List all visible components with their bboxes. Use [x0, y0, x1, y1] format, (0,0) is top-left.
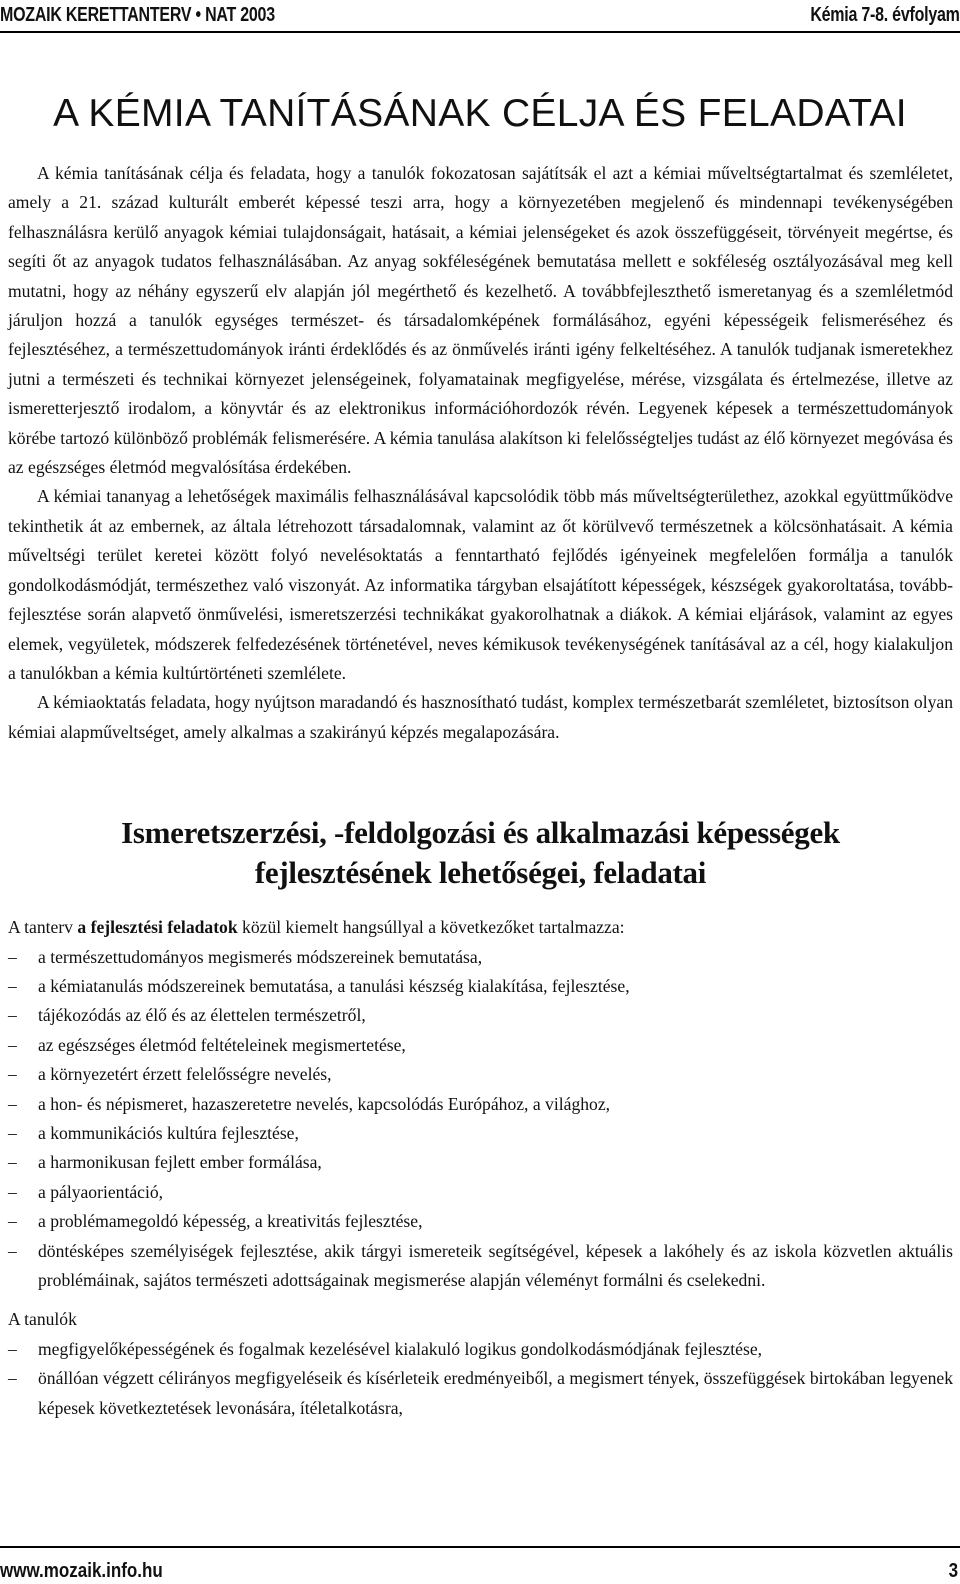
- body-paragraph: A kémia tanításának célja és feladata, hogy a tanulók fokozatosan sajátítsák el azt a kémiai műveltségtartalmat és szemléletet, amely a 21. század kulturált emberét képessé teszi arra, hogy a környezetében megjelenő és mindennapi tevékenységében felhasználásra kerülő anyagok kémiai tulajdonságait, hatásait, a kémiai jelenségeket és azok összefüggéseit, törvényeit megértse, és segíti őt az anyagok tudatos felhasználásában. Az anyag sokféleségének bemutatása mellett e sokféleség osztályozásával meg kell mutatni, hogy az néhány egyszerű elv alapján jól megérthető és kezelhető. A továbbfejleszthető ismeretanyag és a szemléletmód járuljon hozzá a tanulók egységes természet- és társadalomképének formálásához, egyéni képességeik felismeréséhez és fejlesztéséhez, a természettudományok iránti érdeklődés és az önművelés iránti igény felkeltéséhez. A tanulók tudjanak ismeretekhez jutni a természeti és technikai környezet jelenségeinek, folyamatainak megfigyelése, mérése, vizsgálata és értelmezése, illetve az ismeretterjesztő irodalom, a könyvtár és az elektronikus információhordozók révén. Legyenek képesek a természettudományok körébe tartozó különböző problémák felismerésére. A kémia tanulása alakítson ki felelősségteljes tudást az élő környezet megóvása és az egészséges életmód megvalósítása érdekében.: [8, 163, 953, 478]
- list-item: – az egészséges életmód feltételeinek megismertetése,: [38, 1031, 953, 1060]
- list-intro-emphasis: a fejlesztési feladatok: [77, 917, 238, 938]
- body-paragraph: A kémiaoktatás feladata, hogy nyújtson maradandó és hasznosítható tudást, komplex természetbarát szemléletet, biztosítson olyan kémiai alapműveltséget, amely alkalmas a szakirányú képzés megalapozására.: [8, 692, 953, 742]
- list-intro-students: A tanulók: [8, 1309, 77, 1330]
- list-item: – a kémiatanulás módszereinek bemutatása, a tanulási készség kialakítása, fejlesztése,: [38, 972, 953, 1001]
- list-intro: [8, 913, 953, 942]
- list-intro-text: A tanterv: [8, 917, 78, 938]
- list-item: – a természettudományos megismerés módszereinek bemutatása,: [38, 943, 953, 972]
- list-item: – önállóan végzett célirányos megfigyeléseik és kísérleteik eredményeiből, a megismert tények, összefüggések birtokában legyenek képesek következtetések levonására, ítéletalkotásra,: [38, 1364, 953, 1423]
- page-number: 3: [948, 1560, 958, 1582]
- student-skills-list: [8, 1335, 953, 1423]
- list-item: – döntésképes személyiségek fejlesztése, akik tárgyi ismereteik segítségével, képesek a lakóhely és az iskola közvetlen aktuális problémáinak, sajátos természeti adottságainak megismerése alapján véleményt formálni és cselekedni.: [38, 1237, 953, 1296]
- list-item: – a kommunikációs kultúra fejlesztése,: [38, 1119, 953, 1148]
- body-paragraph: A kémiai tananyag a lehetőségek maximális felhasználásával kapcsolódik több más műveltségterülethez, azokkal együttműködve tekinthetik át az embernek, az általa létrehozott társadalomnak, valamint az őt körülvevő természetnek a kölcsönhatásait. A kémia műveltségi terület keretei között folyó nevelésoktatás a fenntartható fejlődés igényeinek megfelelően formálja a tanulók gondolkodásmódját, természethez való viszonyát. Az informatika tárgyban elsajátított képességek, készségek gyakoroltatása, továbbfejlesztése során alapvető önművelési, ismeretszerzési technikákat gyakorolhatnak a diákok. A kémiai eljárások, valamint az egyes elemek, vegyületek, módszerek felfedezésének történetével, neves kémikusok tevékenységének tanításával az a cél, hogy kialakuljon a tanulókban a kémia kultúrtörténeti szemlélete.: [8, 486, 953, 683]
- list-item: – a pályaorientáció,: [38, 1178, 953, 1207]
- list-item: – a problémamegoldó képesség, a kreativitás fejlesztése,: [38, 1207, 953, 1236]
- list-item: – tájékozódás az élő és az élettelen természetről,: [38, 1001, 953, 1030]
- page-header: [0, 0, 960, 34]
- list-item: – a környezetért érzett felelősségre nevelés,: [38, 1060, 953, 1089]
- footer-rule: [0, 1546, 960, 1548]
- document-body: [8, 159, 953, 1423]
- section-heading-line: Ismeretszerzési, -feldolgozási és alkalmazási képességek: [121, 815, 840, 851]
- page-footer: [0, 1546, 960, 1584]
- header-series-title: MOZAIK KERETTANTERV • NAT 2003: [0, 4, 275, 26]
- header-subject-grade: Kémia 7-8. évfolyam: [810, 4, 960, 26]
- list-item: – a hon- és népismeret, hazaszeretetre nevelés, kapcsolódás Európához, a világhoz,: [38, 1090, 953, 1119]
- section-heading-line: fejlesztésének lehetőségei, feladatai: [254, 855, 707, 891]
- development-tasks-list: [8, 943, 953, 1296]
- page-title: A KÉMIA TANÍTÁSÁNAK CÉLJA ÉS FELADATAI: [53, 92, 907, 135]
- list-intro-text: közül kiemelt hangsúllyal a következőket tartalmazza:: [237, 917, 625, 938]
- section-heading: [8, 813, 953, 893]
- footer-website: www.mozaik.info.hu: [0, 1560, 163, 1582]
- list-item: – megfigyelőképességének és fogalmak kezelésével kialakuló logikus gondolkodásmódjának fejlesztése,: [38, 1335, 953, 1364]
- list-item: – a harmonikusan fejlett ember formálása,: [38, 1148, 953, 1177]
- header-rule: [0, 31, 960, 33]
